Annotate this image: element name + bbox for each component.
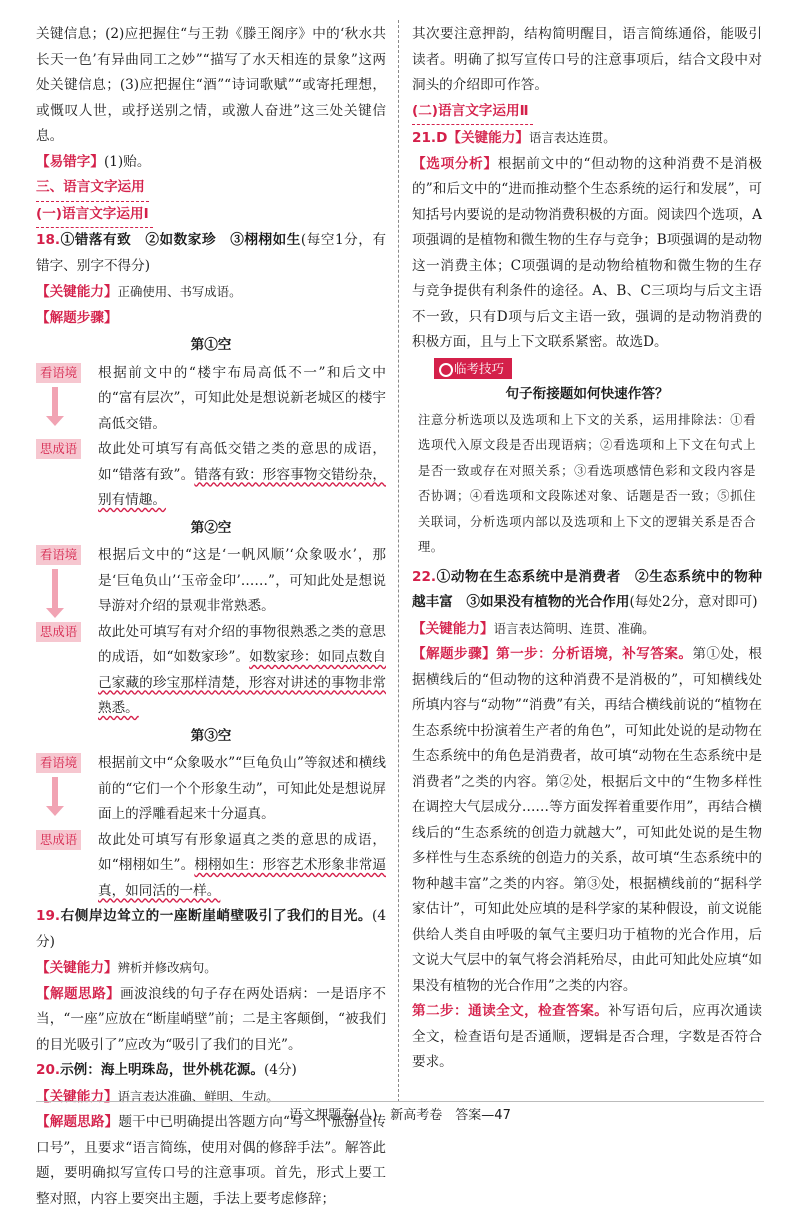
q22-step-two	[412, 999, 762, 1076]
section-three-title: 三、语言文字运用	[36, 175, 149, 202]
q20-thinking-tag: 【解题思路】	[36, 1114, 119, 1130]
q19-ability-text: 辨析并修改病句。	[117, 960, 217, 975]
q22-step-one-text: 第①处，根据横线后的“但动物的这种消费不是消极的”，可知横线处所填内容与“动物”“消费”有关，再结合横线前说的“植物在生态系统中扮演着生产者的角色”，可知此处说的是动物在生态系统中的角色是消费者，故可填“动物在生态系统中是消费者”之类的内容。第②处，根据后文中的“生物多样性在调控大气层成分……等方面发挥着重要作用”，再结合横线后的“生态系统的创造力就越大”，可知此处说的是生物多样性与生态系统的创造力的关系，故可填“生态系统中的物种越丰富”之类的内容。第③处，根据横线前的“据科学家估计”，可知此处应填的是科学家的某种假设，前文说能供给人类自由呼吸的氧气主要归功于植物的光合作用，后文说大气层中的氧气将会消耗殆尽，由此可知此处应填“如果没有植物的光合作用”之类的内容。	[412, 646, 763, 994]
blank-two-idiom-definition: 如数家珍：如同点数自己家藏的珍宝那样清楚，形容对讲述的事物非常熟悉。	[98, 649, 386, 716]
arrow-down-icon	[52, 777, 58, 807]
blank-one-idiom-definition: 错落有致：形容事物交错纷杂，别有情趣。	[98, 466, 386, 508]
q19-thinking-tag: 【解题思路】	[36, 985, 121, 1002]
footer-rule	[36, 1101, 764, 1102]
q18-ability-tag: 【关键能力】	[36, 284, 118, 300]
q20-ability-text: 语言表达准确、鲜明、生动。	[117, 1088, 279, 1104]
blank-one-idiom-step	[36, 437, 386, 514]
think-idiom-label: 思成语	[36, 622, 81, 642]
error-tag: 【易错字】	[36, 153, 104, 170]
blank-three-idiom-text: 故此处可填写有形象逼真之类的意思的成语，如“栩栩如生”。	[98, 831, 386, 873]
blank-one-look-step	[36, 361, 386, 438]
arrow-down-icon	[52, 569, 58, 609]
q22-ability-text: 语言表达简明、连贯、准确。	[493, 620, 655, 636]
q22-number: 22.	[412, 568, 437, 585]
q22-answer-text: ①动物在生态系统中是消费者 ②生态系统中的物种越丰富 ③如果没有植物的光合作用	[412, 568, 762, 610]
q21-number: 21.D	[412, 130, 448, 146]
q18-note: (每空1分，有错字、别字不得分)	[36, 232, 387, 274]
left-column	[36, 22, 386, 1212]
q22-step-two-title: 第二步：通读全文，检查答案。	[412, 1003, 609, 1019]
q17-analysis-continued: 关键信息；(2)应把握住“与王勃《滕王阁序》中的‘秋水共长天一色’有异曲同工之妙”“描写了水天相连的景象”这两处关键信息；(3)应把握住“酒”“诗词歌赋”“或寄托理想，或慨叹人世，或抒送别之情，或激人奋进”这三处关键信息。	[36, 26, 386, 144]
section-three-one-title: (一)语言文字运用Ⅰ	[36, 202, 153, 229]
q19-number: 19.	[36, 908, 61, 924]
exam-tip-title: 句子衔接题如何快速作答？	[505, 386, 669, 402]
q21-option-text: 根据前文中的“但动物的这种消费不是消极的”和后文中的“进而推动整个生态系统的运行和发展”，可知括号内要说的是动物消费积极的方面。阅读四个选项，A项强调的是植物和微生物的生存与竞争；B项强调的是动物这一消费主体；C项强调的是动物给植物和微生物的生存与竞争提供有利条件的途径。A、B、C三项均与后文主语不一致，只有D项与后文主语一致，强调的是动物消费的积极方面，且与上下文联系紧密。故选D。	[412, 155, 762, 350]
right-column	[412, 22, 762, 1076]
q21-option-tag: 【选项分析】	[412, 155, 498, 172]
think-idiom-label: 思成语	[36, 830, 81, 850]
blank-three-look-step	[36, 751, 386, 828]
q18-answer	[36, 228, 386, 279]
q22-answer	[412, 565, 762, 616]
q22-steps-tag: 【解题步骤】	[412, 646, 497, 662]
error-text: (1)贻。	[103, 153, 151, 170]
q19-ability	[36, 955, 386, 982]
q19-score: (4分)	[36, 908, 386, 950]
blank-two-idiom-step	[36, 620, 386, 722]
blank-three-idiom-definition: 栩栩如生：形容艺术形象非常逼真，如同活的一样。	[98, 857, 386, 899]
q20-thinking-continued: 其次要注意押韵，结构简明醒目，语言简练通俗，能吸引读者。明确了拟写宣传口号的注意事项后，结合文段中对洞头的介绍即可作答。	[412, 26, 762, 93]
q20-ability-tag: 【关键能力】	[36, 1088, 118, 1105]
think-idiom-label: 思成语	[36, 439, 81, 459]
q19-answer-text: 右侧岸边耸立的一座断崖峭壁吸引了我们的目光。	[60, 908, 373, 924]
q20-number: 20.	[36, 1062, 61, 1078]
blank-one-title: 第①空	[190, 337, 232, 353]
q19-ability-tag: 【关键能力】	[36, 960, 118, 976]
q21-ability-tag: 【关键能力】	[447, 130, 529, 146]
q18-answer-text: ①错落有致 ②如数家珍 ③栩栩如生	[60, 232, 301, 248]
q21-answer	[412, 125, 762, 152]
exam-tip-label: 临考技巧	[434, 358, 512, 379]
blank-two-look-text: 根据后文中的“这是‘一帆风顺’‘众象吸水’，那是‘巨龟负山’‘玉帝金印’……”，可知此处是想说导游对介绍的景观非常熟悉。	[98, 547, 386, 614]
look-context-label: 看语境	[36, 753, 81, 773]
blank-three-idiom-step	[36, 828, 386, 905]
section-three-one-heading	[36, 202, 386, 229]
section-three-two-title: (二)语言文字运用Ⅱ	[412, 99, 533, 126]
section-three-two-heading	[412, 99, 762, 126]
q19-answer	[36, 904, 386, 955]
exam-tip-box	[412, 356, 762, 383]
error-note	[36, 150, 386, 176]
q22-score: (每处2分，意对即可)	[629, 594, 758, 610]
blank-three-title: 第③空	[190, 727, 232, 744]
q18-steps-tag: 【解题步骤】	[36, 309, 118, 326]
q21-option-analysis	[412, 152, 762, 356]
blank-two-title: 第②空	[190, 519, 232, 536]
blank-two-look-step	[36, 543, 386, 620]
q19-thinking-text: 画波浪线的句子存在两处语病：一是语序不当，“一座”应放在“断崖峭壁”前；二是主客颠倒，“被我们的目光吸引了”应改为“吸引了我们的目光”。	[36, 985, 387, 1053]
blank-two-idiom-text: 故此处可填写有对介绍的事物很熟悉之类的意思的成语，如“如数家珍”。	[98, 623, 386, 665]
q22-ability	[412, 616, 762, 643]
q18-ability	[36, 279, 386, 306]
q22-step-one	[412, 642, 762, 999]
section-three-heading	[36, 175, 386, 202]
q18-number: 18.	[36, 232, 61, 248]
column-divider	[398, 20, 399, 1102]
blank-three-look-text: 根据前文中“众象吸水”“巨龟负山”等叙述和横线前的“它们一个个形象生动”，可知此处是想说屏面上的浮雕看起来十分逼真。	[98, 755, 386, 822]
q18-ability-text: 正确使用、书写成语。	[117, 284, 242, 299]
q20-answer	[36, 1058, 386, 1084]
look-context-label: 看语境	[36, 545, 81, 565]
q20-thinking-text: 题干中已明确提出答题方向“写一个旅游宣传口号”，且要求“语言简练，使用对偶的修辞手法”。解答此题，要明确拟写宣传口号的注意事项。首先，形式上要工整对照，内容上要突出主题，手法上要考虑修辞；	[36, 1114, 387, 1207]
q20-score: (4分)	[264, 1062, 297, 1078]
q22-ability-tag: 【关键能力】	[412, 620, 494, 637]
q22-step-one-title: 第一步：分析语境，补写答案。	[496, 646, 693, 662]
arrow-down-icon	[52, 387, 58, 417]
q18-steps	[36, 306, 386, 332]
exam-tip-body: 注意分析选项以及选项和上下文的关系，运用排除法：①看选项代入原文段是否出现语病；②看选项和上下文在句式上是否一致或存在对照关系；③看选项感情色彩和文段内容是否协调；④看选项和文段陈述对象、话题是否一致；⑤抓住关联词，分析选项内部以及选项和上下文的逻辑关系是否合理。	[418, 412, 756, 554]
q20-answer-text: 示例：海上明珠岛，世外桃花源。	[60, 1062, 264, 1078]
q22-step-two-text: 补写语句后，应再次通读全文，检查语句是否通顺，逻辑是否合理，字数是否符合要求。	[412, 1003, 763, 1070]
blank-one-idiom-text: 故此处可填写有高低交错之类的意思的成语，如“错落有致”。	[98, 441, 386, 483]
look-context-label: 看语境	[36, 363, 81, 383]
page-footer: 语文押题卷(八) 新高考卷 答案—47	[289, 1108, 511, 1123]
q20-thinking	[36, 1110, 386, 1212]
q19-thinking	[36, 982, 386, 1059]
q21-ability-text: 语言表达连贯。	[528, 130, 616, 145]
blank-one-look-text: 根据前文中的“楼宇布局高低不一”和后文中的“富有层次”，可知此处是想说新老城区的楼宇高低交错。	[98, 364, 386, 432]
